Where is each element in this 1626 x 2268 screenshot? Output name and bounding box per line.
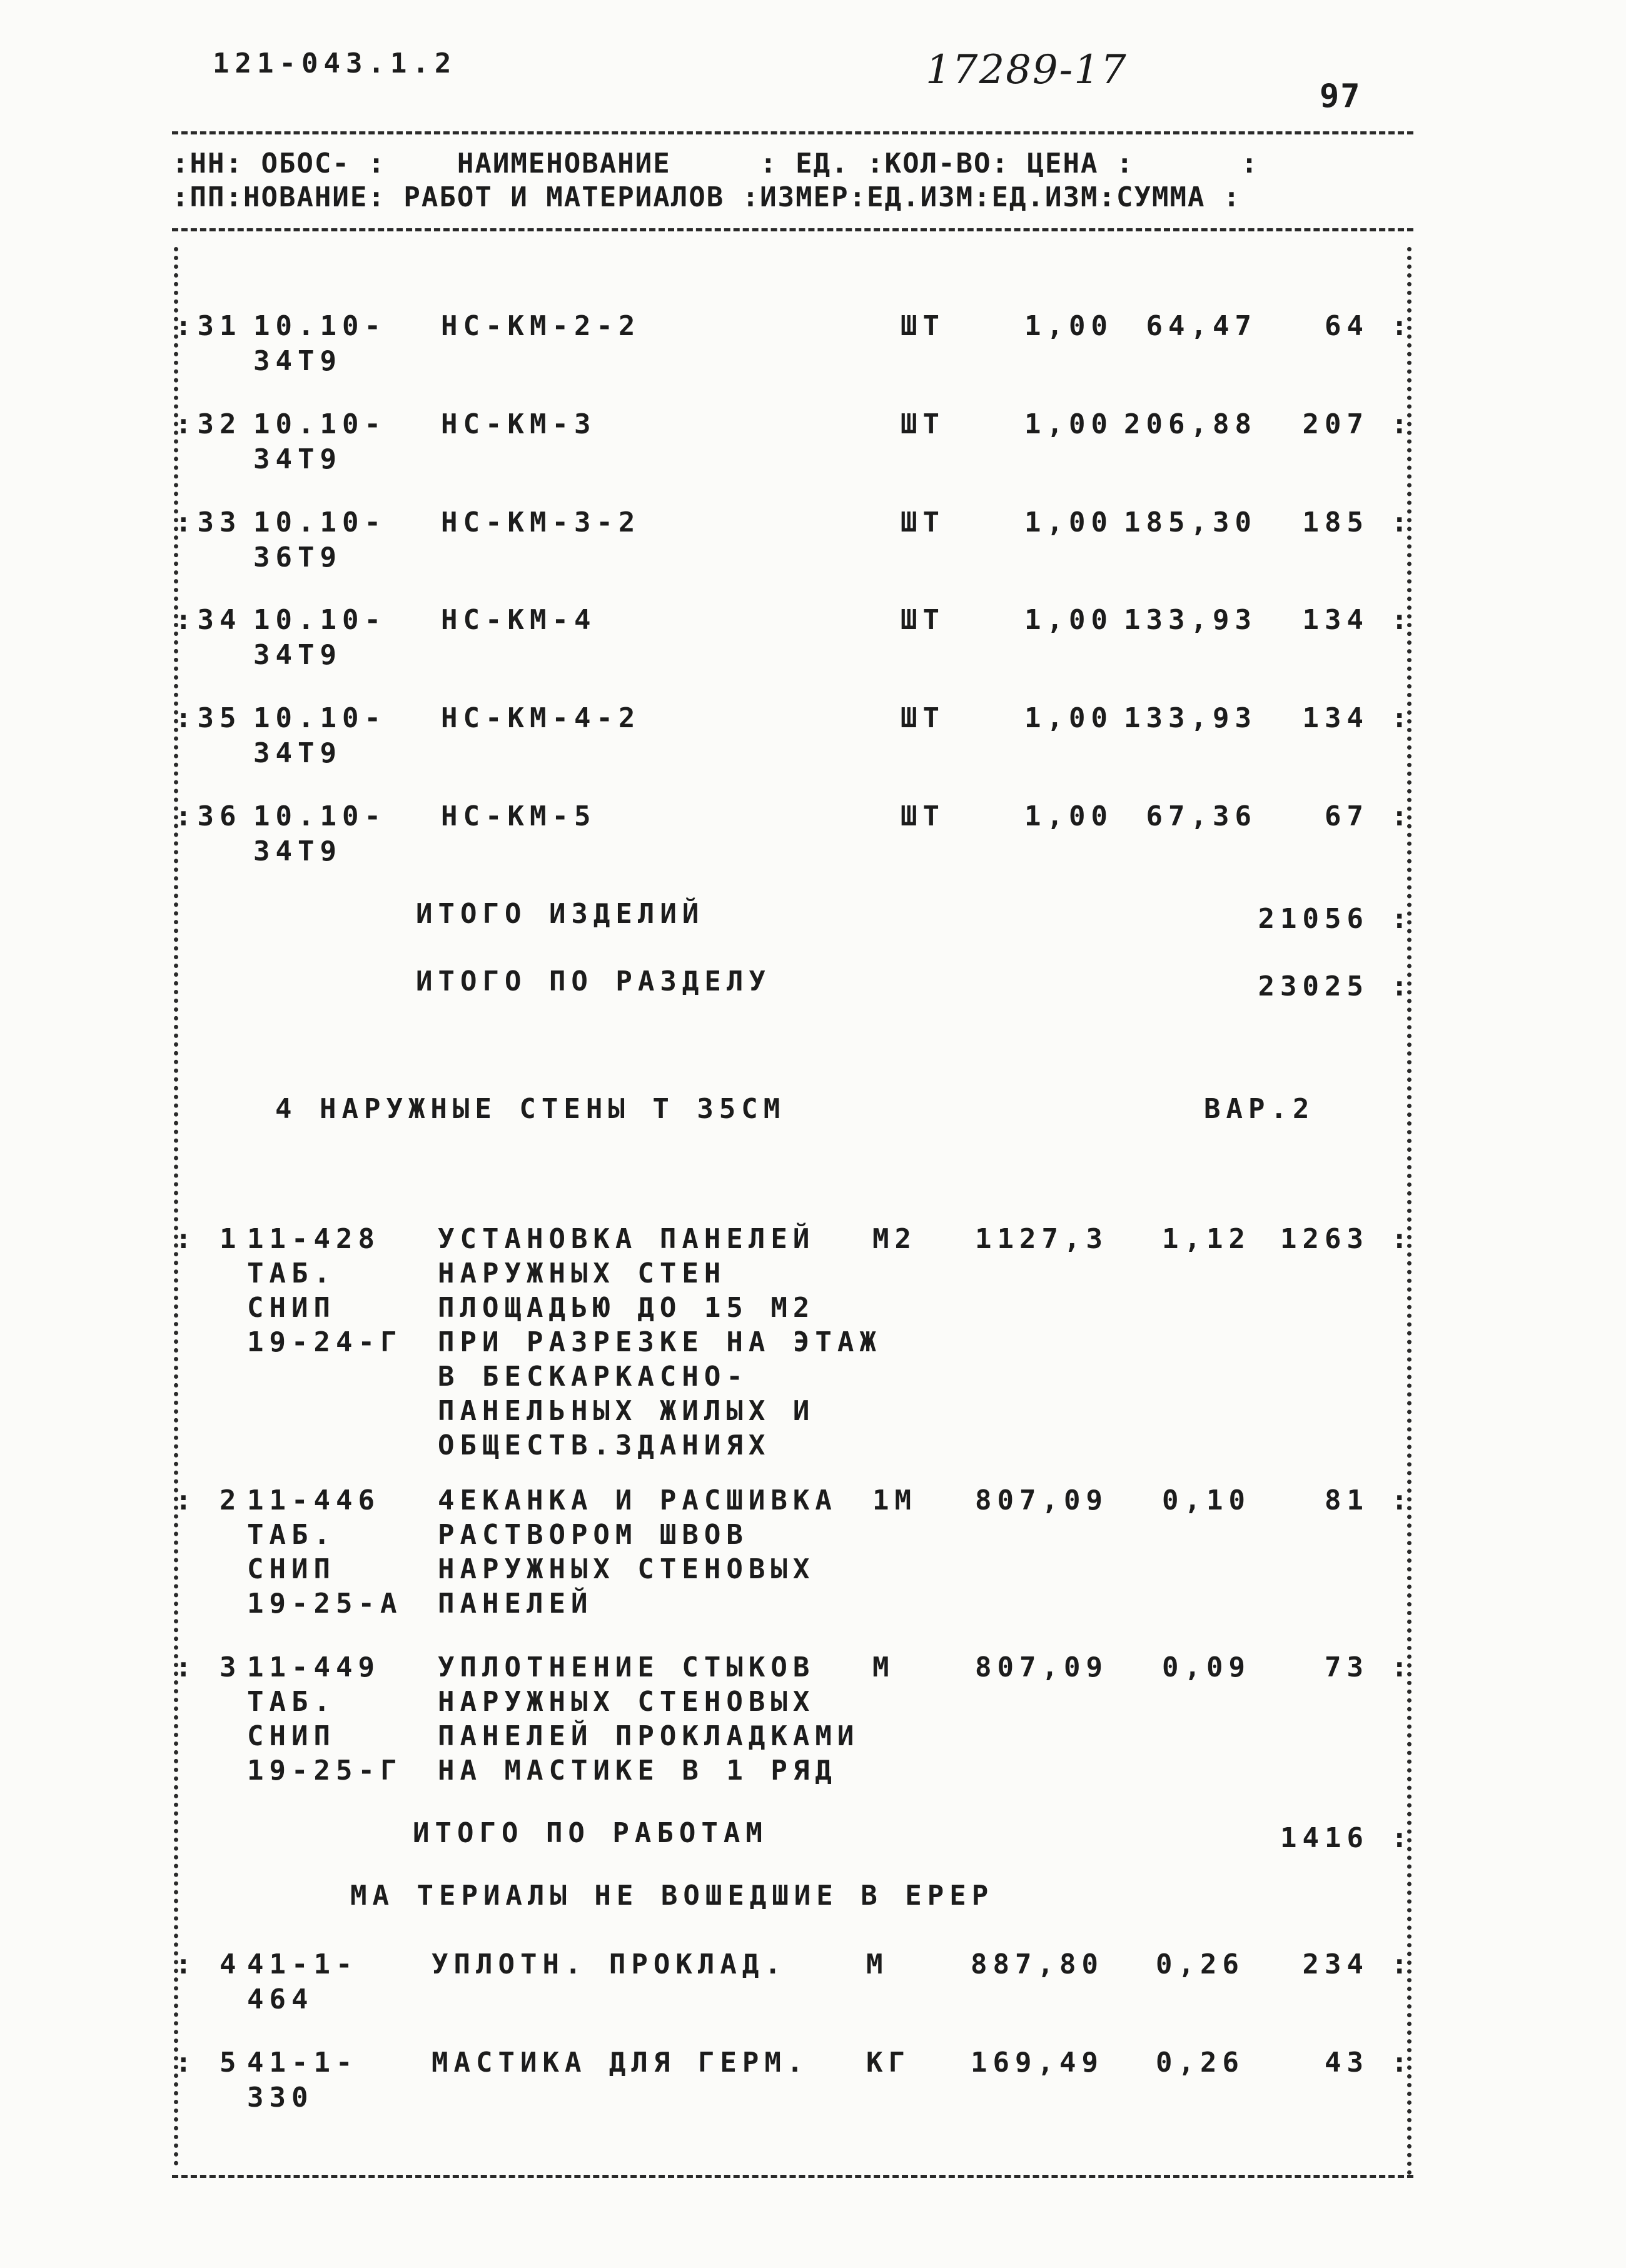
row-unit: М2 xyxy=(872,1223,917,1255)
document-code: 121-043.1.2 xyxy=(213,48,457,79)
row-code: ТАБ. xyxy=(247,1257,336,1289)
row-code: 10.10- xyxy=(253,507,386,538)
row-code: 11-446 xyxy=(247,1484,380,1516)
row-sum: 64 : xyxy=(1325,310,1413,342)
row-number: :34 xyxy=(175,604,242,636)
row-name: ПАНЕЛЕЙ ПРОКЛАДКАМИ xyxy=(438,1720,860,1752)
row-name: МАСТИКА ДЛЯ ГЕРМ. xyxy=(432,2047,809,2079)
row-code-sub: 34Т9 xyxy=(253,443,342,475)
row-code: 19-25-А xyxy=(247,1588,403,1620)
row-qty: 1,00 xyxy=(1024,408,1113,440)
row-code: 41-1- xyxy=(247,2047,358,2079)
page-number: 97 xyxy=(1320,78,1361,115)
total-products-value: 21056 : xyxy=(1258,903,1413,935)
total-works-value: 1416 : xyxy=(1280,1822,1413,1854)
materials-title: МА ТЕРИАЛЫ НЕ ВОШЕДШИЕ В ЕРЕР xyxy=(350,1880,994,1912)
row-code-sub: 34Т9 xyxy=(253,835,342,867)
row-qty: 1,00 xyxy=(1024,604,1113,636)
top-rule xyxy=(172,131,1413,134)
row-name: НС-КМ-2-2 xyxy=(441,310,641,342)
row-number: : 4 xyxy=(175,1948,242,1980)
row-price: 0,26 xyxy=(1156,2047,1245,2079)
row-price: 185,30 xyxy=(1124,507,1257,538)
row-sum: 81 : xyxy=(1325,1484,1413,1516)
row-unit: ШТ xyxy=(901,310,945,342)
column-header-line-2: :ПП:НОВАНИЕ: РАБОТ И МАТЕРИАЛОВ :ИЗМЕР:ЕД.ИЗМ:ЕД.ИЗМ:СУММА : xyxy=(172,181,1241,213)
row-code: 11-428 xyxy=(247,1223,380,1255)
row-name: ПРИ РАЗРЕЗКЕ НА ЭТАЖ xyxy=(438,1326,882,1358)
row-name: ПАНЕЛЬНЫХ ЖИЛЫХ И xyxy=(438,1395,816,1427)
row-price: 64,47 xyxy=(1146,310,1257,342)
row-name: РАСТВОРОМ ШВОВ xyxy=(438,1519,749,1551)
row-code: 10.10- xyxy=(253,408,386,440)
row-qty: 1,00 xyxy=(1024,310,1113,342)
row-unit: ШТ xyxy=(901,507,945,538)
section-title: 4 НАРУЖНЫЕ СТЕНЫ Т 35СМ xyxy=(275,1093,786,1125)
row-code-sub: 34Т9 xyxy=(253,639,342,671)
row-sum: 73 : xyxy=(1325,1651,1413,1683)
row-sum: 185 : xyxy=(1302,507,1413,538)
row-code: 11-449 xyxy=(247,1651,380,1683)
row-price: 0,26 xyxy=(1156,1948,1245,1980)
row-qty: 807,09 xyxy=(975,1651,1108,1683)
row-name: 4ЕКАНКА И РАСШИВКА xyxy=(438,1484,837,1516)
row-name: НАРУЖНЫХ СТЕН xyxy=(438,1257,727,1289)
row-code: 10.10- xyxy=(253,310,386,342)
row-unit: ШТ xyxy=(901,604,945,636)
row-code: СНИП xyxy=(247,1292,336,1324)
row-qty: 1,00 xyxy=(1024,800,1113,832)
row-qty: 1127,3 xyxy=(975,1223,1108,1255)
row-unit: ШТ xyxy=(901,800,945,832)
row-name: НС-КМ-3-2 xyxy=(441,507,641,538)
row-name: ПЛОЩАДЬЮ ДО 15 М2 xyxy=(438,1292,816,1324)
section-variant: ВАР.2 xyxy=(1204,1093,1315,1125)
row-code: 19-24-Г xyxy=(247,1326,403,1358)
row-name: НС-КМ-4-2 xyxy=(441,702,641,734)
row-number: : 3 xyxy=(175,1651,242,1683)
row-sum: 207 : xyxy=(1302,408,1413,440)
total-works-label: ИТОГО ПО РАБОТАМ xyxy=(413,1817,768,1849)
row-code-sub: 36Т9 xyxy=(253,542,342,573)
row-name: ПАНЕЛЕЙ xyxy=(438,1588,593,1620)
row-price: 0,09 xyxy=(1162,1651,1251,1683)
row-number: :33 xyxy=(175,507,242,538)
row-unit: ШТ xyxy=(901,408,945,440)
total-section-value: 23025 : xyxy=(1258,970,1413,1002)
row-qty: 887,80 xyxy=(971,1948,1104,1980)
row-code-sub: 464 xyxy=(247,1983,314,2015)
header-rule xyxy=(172,228,1413,231)
row-unit: М xyxy=(866,1948,889,1980)
row-qty: 807,09 xyxy=(975,1484,1108,1516)
row-code: ТАБ. xyxy=(247,1519,336,1551)
row-name: УПЛОТН. ПРОКЛАД. xyxy=(432,1948,787,1980)
row-number: :32 xyxy=(175,408,242,440)
row-code-sub: 34Т9 xyxy=(253,345,342,377)
column-header-line-1: :НН: ОБОС- : НАИМЕНОВАНИЕ : ЕД. :КОЛ-ВО: ЦЕНА : : xyxy=(172,148,1259,179)
row-number: : 5 xyxy=(175,2047,242,2079)
total-products-label: ИТОГО ИЗДЕЛИЙ xyxy=(416,898,705,930)
row-code: 41-1- xyxy=(247,1948,358,1980)
row-number: :36 xyxy=(175,800,242,832)
row-sum: 43 : xyxy=(1325,2047,1413,2079)
row-sum: 134 : xyxy=(1302,702,1413,734)
row-price: 133,93 xyxy=(1124,702,1257,734)
row-name: В БЕСКАРКАСНО- xyxy=(438,1361,749,1393)
row-code: 19-25-Г xyxy=(247,1755,403,1787)
row-qty: 1,00 xyxy=(1024,507,1113,538)
row-qty: 1,00 xyxy=(1024,702,1113,734)
row-code: 10.10- xyxy=(253,702,386,734)
row-number: : 2 xyxy=(175,1484,242,1516)
row-name: НАРУЖНЫХ СТЕНОВЫХ xyxy=(438,1686,816,1718)
row-sum: 134 : xyxy=(1302,604,1413,636)
row-number: :31 xyxy=(175,310,242,342)
row-name: НС-КМ-4 xyxy=(441,604,597,636)
row-sum: 67 : xyxy=(1325,800,1413,832)
row-name: УСТАНОВКА ПАНЕЛЕЙ xyxy=(438,1223,816,1255)
row-name: УПЛОТНЕНИЕ СТЫКОВ xyxy=(438,1651,816,1683)
row-qty: 169,49 xyxy=(971,2047,1104,2079)
bottom-rule xyxy=(172,2175,1413,2178)
row-unit: ШТ xyxy=(901,702,945,734)
row-price: 1,12 xyxy=(1162,1223,1251,1255)
row-code-sub: 34Т9 xyxy=(253,737,342,769)
row-sum: 234 : xyxy=(1302,1948,1413,1980)
row-name: НАРУЖНЫХ СТЕНОВЫХ xyxy=(438,1553,816,1585)
row-name: НС-КМ-5 xyxy=(441,800,597,832)
row-name: ОБЩЕСТВ.ЗДАНИЯХ xyxy=(438,1429,771,1461)
row-price: 67,36 xyxy=(1146,800,1257,832)
row-number: : 1 xyxy=(175,1223,242,1255)
row-price: 206,88 xyxy=(1124,408,1257,440)
row-code: СНИП xyxy=(247,1553,336,1585)
row-code: ТАБ. xyxy=(247,1686,336,1718)
row-code-sub: 330 xyxy=(247,2082,314,2114)
row-price: 0,10 xyxy=(1162,1484,1251,1516)
row-name: НА МАСТИКЕ В 1 РЯД xyxy=(438,1755,837,1787)
row-code: 10.10- xyxy=(253,604,386,636)
row-unit: КГ xyxy=(866,2047,911,2079)
row-unit: 1М xyxy=(872,1484,917,1516)
row-sum: 1263 : xyxy=(1280,1223,1413,1255)
row-unit: М xyxy=(872,1651,895,1683)
row-name: НС-КМ-3 xyxy=(441,408,597,440)
row-price: 133,93 xyxy=(1124,604,1257,636)
handwritten-number: 17289-17 xyxy=(926,47,1128,93)
total-section-label: ИТОГО ПО РАЗДЕЛУ xyxy=(416,965,771,997)
row-number: :35 xyxy=(175,702,242,734)
row-code: 10.10- xyxy=(253,800,386,832)
row-code: СНИП xyxy=(247,1720,336,1752)
